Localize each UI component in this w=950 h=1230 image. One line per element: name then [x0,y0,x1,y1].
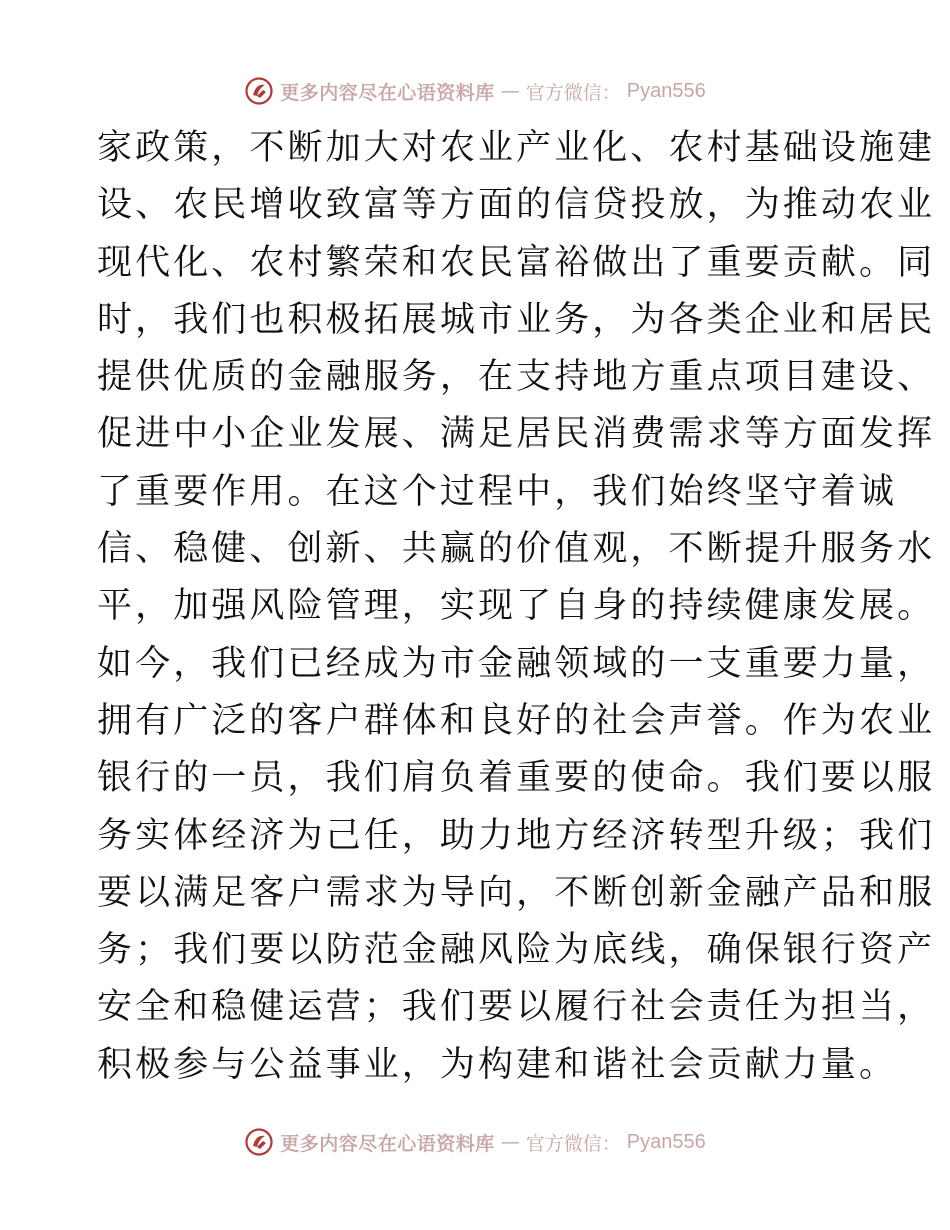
document-body [97,120,936,1094]
text-line: 设、农民增收致富等方面的信贷投放，为推动农业 [97,185,936,226]
text-line: 积极参与公益事业，为构建和谐社会贡献力量。 [97,1044,898,1085]
footer-wechat-label: 官方微信： [525,1132,621,1155]
text-line: 如今，我们已经成为市金融领域的一支重要力量， [97,643,936,684]
text-line: 务实体经济为己任，助力地方经济转型升级；我们 [97,815,936,856]
header-banner-separator: — [500,80,520,102]
footer-banner-separator: — [500,1131,520,1153]
header-wechat-id: Pyan556 [626,79,706,102]
header-wechat-label: 官方微信： [525,81,621,104]
brand-logo-icon [244,1127,274,1157]
text-line: 信、稳健、创新、共赢的价值观，不断提升服务水 [97,529,936,570]
text-line: 务；我们要以防范金融风险为底线，确保银行资产 [97,930,936,971]
text-line: 促进中小企业发展、满足居民消费需求等方面发挥 [97,414,936,455]
text-line: 要以满足客户需求为导向，不断创新金融产品和服 [97,872,936,913]
text-line: 家政策，不断加大对农业产业化、农村基础设施建 [97,128,936,168]
text-line: 拥有广泛的客户群体和良好的社会声誉。作为农业 [97,700,936,741]
footer-banner-text: 更多内容尽在心语资料库 [280,1132,495,1155]
header-banner-text: 更多内容尽在心语资料库 [280,81,495,104]
text-line: 了重要作用。在这个过程中，我们始终坚守着诚 [97,471,898,512]
text-line: 安全和稳健运营；我们要以履行社会责任为担当， [97,987,936,1028]
text-line: 时，我们也积极拓展城市业务，为各类企业和居民 [97,299,936,340]
text-line: 银行的一员，我们肩负着重要的使命。我们要以服 [97,758,936,799]
text-line: 提供优质的金融服务，在支持地方重点项目建设、 [97,357,936,398]
brand-logo-icon [244,76,274,106]
page-footer-banner [0,1125,950,1159]
text-line: 现代化、农村繁荣和农民富裕做出了重要贡献。同 [97,242,936,283]
text-line: 平，加强风险管理，实现了自身的持续健康发展。 [97,586,936,627]
footer-wechat-id: Pyan556 [626,1130,706,1153]
page-header-banner [0,74,950,108]
